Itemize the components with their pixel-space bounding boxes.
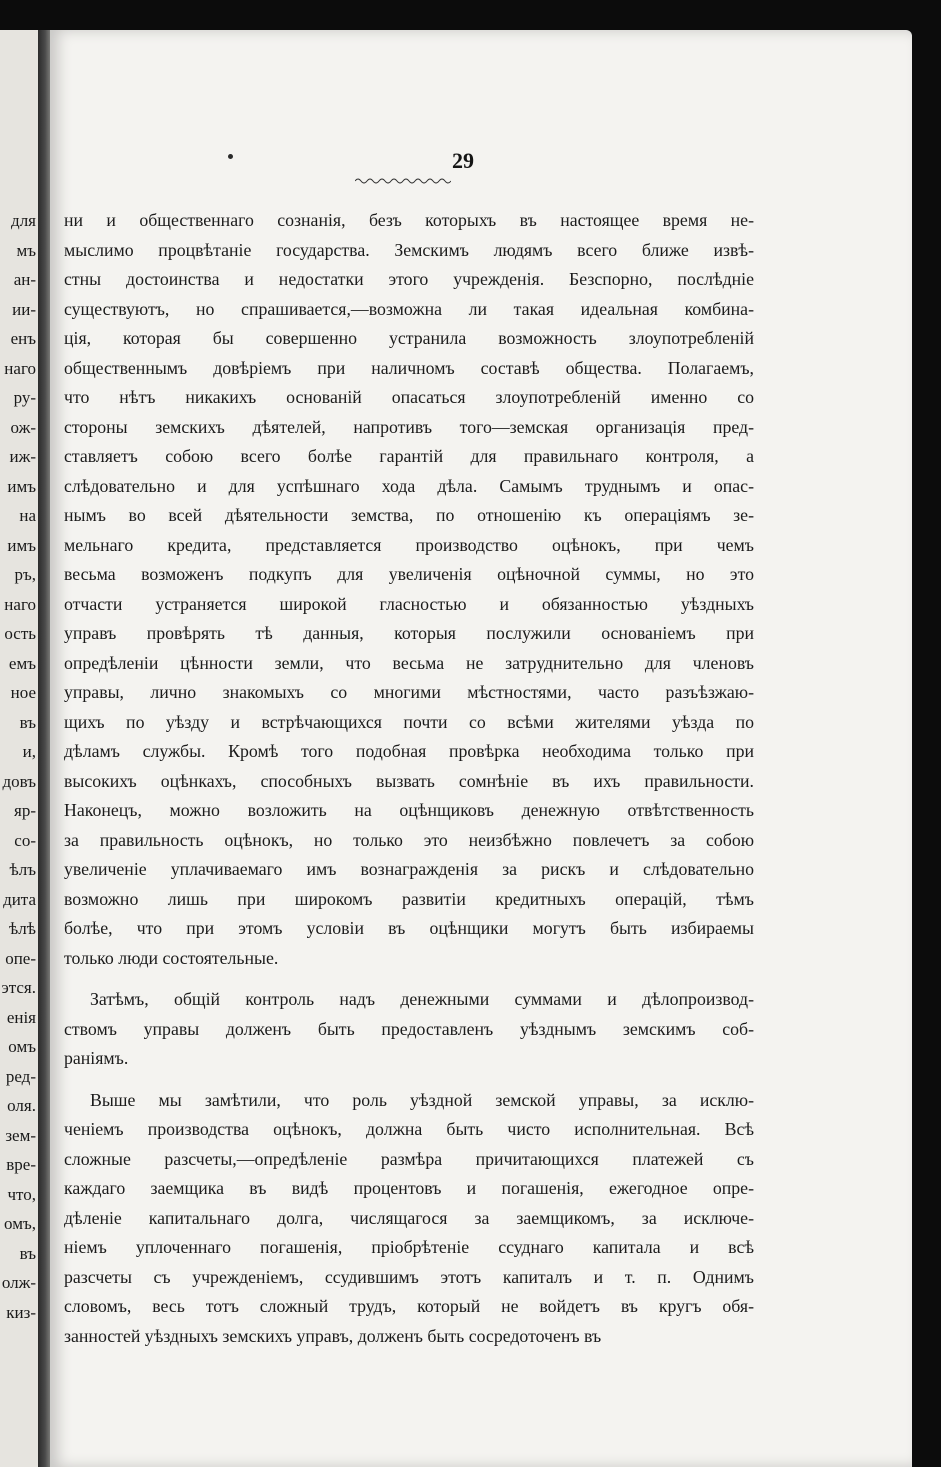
left-page-fragment: киз- bbox=[6, 1302, 36, 1322]
text-line: Затѣмъ, общій контроль надъ денежными суммами и дѣлопроизвод- bbox=[90, 989, 754, 1009]
text-line: увеличеніе уплачиваемаго имъ вознагражденія за рискъ и слѣдовательно bbox=[64, 859, 754, 879]
left-page-fragment: иж- bbox=[9, 447, 36, 466]
left-page-fragment: дита bbox=[3, 889, 36, 909]
left-page-fragment: ред- bbox=[5, 1066, 36, 1086]
text-line: щихъ по уѣзду и встрѣчающихся почти со всѣми жителями уѣзда по bbox=[64, 711, 754, 732]
text-line: возможно лишь при широкомъ развитіи кредитныхъ операцій, тѣмъ bbox=[64, 888, 754, 909]
left-page-fragment: имъ bbox=[7, 476, 36, 496]
left-page-fragment: этся. bbox=[1, 978, 36, 997]
text-line: стны достоинства и недостатки этого учрежденія. Безспорно, послѣдніе bbox=[64, 269, 754, 289]
text-line: словомъ, весь тотъ сложный трудъ, который не войдетъ въ кругъ обя- bbox=[64, 1296, 754, 1316]
left-page-fragment: опе- bbox=[5, 948, 36, 968]
text-line: только люди состоятельные. bbox=[64, 947, 279, 968]
left-page-fragment: ѣлѣ bbox=[9, 919, 36, 938]
left-page-fragment: ѣлъ bbox=[9, 860, 36, 879]
text-line: раніямъ. bbox=[64, 1048, 129, 1068]
text-line: ченіемъ производства оцѣнокъ, должна быть чисто исполнительная. Всѣ bbox=[64, 1119, 754, 1139]
left-page-fragment: въ bbox=[19, 1243, 36, 1263]
left-page-fragment: ан- bbox=[13, 270, 36, 289]
text-line: болѣе, что при этомъ условіи въ оцѣнщики могутъ быть избираемы bbox=[64, 918, 754, 938]
text-line: управъ провѣрять тѣ данныя, которыя послужили основаніемъ при bbox=[64, 623, 754, 643]
paragraph bbox=[64, 1086, 754, 1352]
left-page-fragment: енъ bbox=[10, 329, 36, 348]
text-line: управы, лично знакомыхъ со многими мѣстностями, часто разъѣзжаю- bbox=[64, 682, 754, 702]
paragraph-gap bbox=[64, 1074, 754, 1086]
text-line: весьма возможенъ подкупъ для увеличенія оцѣночной суммы, но это bbox=[64, 564, 754, 584]
page-number: 29 bbox=[452, 148, 474, 173]
left-page-fragment: зем- bbox=[5, 1125, 36, 1145]
text-line: ствомъ управы долженъ быть предоставленъ уѣзднымъ земскимъ соб- bbox=[64, 1018, 754, 1039]
ink-dot bbox=[228, 154, 233, 159]
text-line: ція, которая бы совершенно устранила возможность злоупотребленій bbox=[64, 328, 754, 348]
left-page-fragment: въ bbox=[19, 712, 36, 732]
text-line: отчасти устраняется широкой гласностью и обязанностью уѣздныхъ bbox=[64, 593, 754, 614]
text-line: занностей уѣздныхъ земскихъ управъ, долженъ быть сосредоточенъ въ bbox=[64, 1325, 602, 1346]
text-line: высокихъ оцѣнкахъ, способныхъ вызвать сомнѣніе въ ихъ правильности. bbox=[64, 770, 754, 791]
text-line: Выше мы замѣтили, что роль уѣздной земской управы, за исклю- bbox=[90, 1089, 754, 1110]
left-page-fragment: енія bbox=[6, 1007, 36, 1027]
left-page-fragment: ръ, bbox=[14, 565, 36, 584]
text-line: разсчеты съ учрежденіемъ, ссудившимъ этотъ капиталъ и т. п. Однимъ bbox=[64, 1266, 754, 1287]
left-page-fragment: на bbox=[19, 506, 36, 525]
text-line: сложные разсчеты,—опредѣленіе размѣра причитающихся платежей съ bbox=[64, 1148, 754, 1169]
left-page-fragment: для bbox=[11, 211, 36, 230]
text-line: ніемъ уплоченнаго погашенія, пріобрѣтеніе ссуднаго капитала и всѣ bbox=[64, 1237, 754, 1257]
left-page-fragment: ное bbox=[10, 683, 36, 702]
text-line: стороны земскихъ дѣятелей, напротивъ того—земская организація пред- bbox=[64, 416, 754, 437]
left-page-fragment: и, bbox=[22, 742, 36, 761]
text-line: нымъ во всей дѣятельности земства, по отношенію къ операціямъ зе- bbox=[64, 505, 754, 525]
text-line: дѣламъ службы. Кромѣ того подобная провѣрка необходима только при bbox=[64, 741, 754, 761]
left-page-fragment: ож- bbox=[10, 417, 36, 437]
text-line: ставляетъ собою всего болѣе гарантій для правильнаго контроля, а bbox=[64, 446, 754, 466]
text-line: за правильность оцѣнокъ, но только это неизбѣжно повлечетъ за собою bbox=[64, 829, 754, 850]
left-page-edge bbox=[0, 30, 40, 1467]
text-line: мыслимо процвѣтаніе государства. Земскимъ людямъ всего ближе извѣ- bbox=[64, 239, 754, 260]
left-page-fragment: олж- bbox=[1, 1273, 36, 1292]
text-line: опредѣленіи цѣнности земли, что весьма не затруднительно для членовъ bbox=[64, 652, 754, 673]
text-line: что нѣтъ никакихъ основаній опасаться злоупотребленій именно со bbox=[64, 387, 754, 407]
text-line: мельнаго кредита, представляется производство оцѣнокъ, при чемъ bbox=[64, 534, 754, 555]
text-line: Наконецъ, можно возложить на оцѣнщиковъ денежную отвѣтственность bbox=[64, 800, 754, 820]
left-page-fragment: наго bbox=[4, 358, 36, 378]
text-line: дѣленіе капитальнаго долга, числящагося за заемщикомъ, за исключе- bbox=[64, 1207, 754, 1228]
left-page-fragment: со- bbox=[14, 830, 36, 850]
text-line: слѣдовательно и для успѣшнаго хода дѣла. Самымъ труднымъ и опас- bbox=[64, 475, 754, 496]
left-page-fragment: омъ, bbox=[4, 1214, 36, 1233]
paragraph-gap bbox=[64, 973, 754, 985]
text-line: общественнымъ довѣріемъ при наличномъ составѣ общества. Полагаемъ, bbox=[64, 357, 754, 378]
left-page-fragment: ость bbox=[4, 624, 36, 643]
body-text bbox=[64, 206, 754, 1351]
left-page-fragment: ии- bbox=[12, 299, 36, 319]
left-page-fragment: имъ bbox=[7, 535, 36, 555]
left-page-fragment: довъ bbox=[2, 771, 36, 791]
paragraph bbox=[64, 206, 754, 973]
text-line: ни и общественнаго сознанія, безъ которыхъ въ настоящее время не- bbox=[64, 210, 754, 230]
left-page-fragment: мъ bbox=[16, 240, 36, 260]
text-line: существуютъ, но спрашивается,—возможна ли такая идеальная комбина- bbox=[64, 298, 754, 319]
paragraph bbox=[64, 985, 754, 1074]
left-page-fragments bbox=[1, 206, 36, 1327]
left-page-fragment: наго bbox=[4, 594, 36, 614]
left-page-fragment: емъ bbox=[8, 653, 36, 673]
left-page-fragment: омъ bbox=[8, 1037, 36, 1056]
left-page-fragment: яр- bbox=[14, 801, 36, 820]
main-page bbox=[50, 30, 912, 1467]
left-page-fragment: оля. bbox=[7, 1096, 36, 1115]
left-page-fragment: что, bbox=[7, 1184, 36, 1204]
left-page-fragment: ру- bbox=[13, 388, 36, 407]
text-line: каждаго заемщика въ видѣ процентовъ и погашенія, ежегодное опре- bbox=[64, 1178, 754, 1198]
left-page-fragment: вре- bbox=[6, 1155, 36, 1174]
wavy-rule-ornament bbox=[355, 177, 451, 185]
